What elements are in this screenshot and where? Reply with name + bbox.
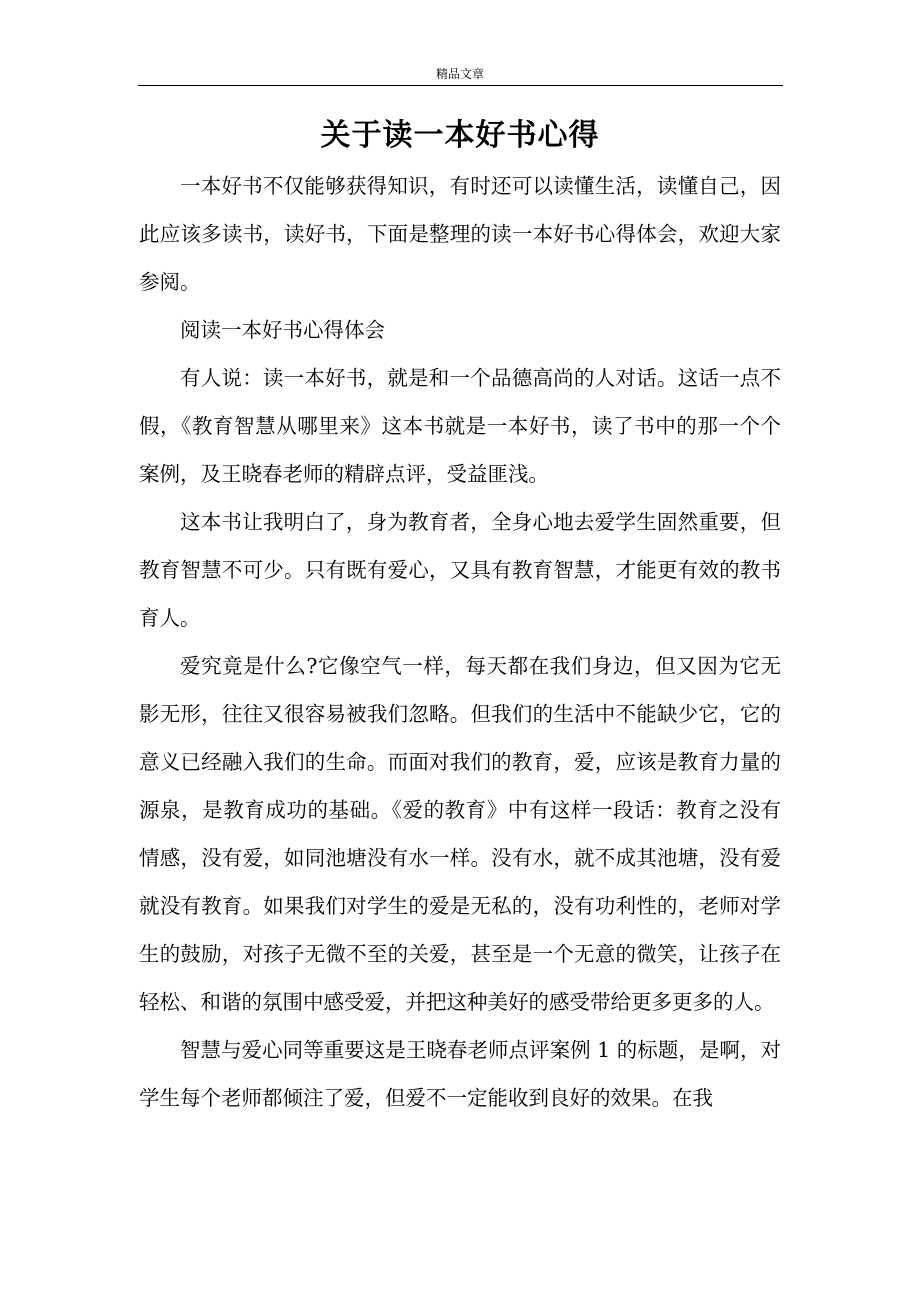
section-heading: 阅读一本好书心得体会 (180, 318, 385, 342)
document-title: 关于读一本好书心得 (320, 118, 600, 153)
header-divider (138, 85, 783, 86)
page-header: 精品文章 (435, 67, 484, 81)
document-body (139, 162, 781, 1122)
paragraph-intro: 一本好书不仅能够获得知识，有时还可以读懂生活，读懂自己，因此应该多读书，读好书，下面是整理的读一本好书心得体会，欢迎大家参阅。 (139, 174, 781, 294)
paragraph: 智慧与爱心同等重要这是王晓春老师点评案例 1 的标题，是啊，对学生每个老师都倾注了爱，但爱不一定能收到良好的效果。在我 (139, 1038, 781, 1110)
paragraph: 爱究竟是什么?它像空气一样，每天都在我们身边，但又因为它无影无形，往往又很容易被我们忽略。但我们的生活中不能缺少它，它的意义已经融入我们的生命。而面对我们的教育，爱，应该是教育力量的源泉，是教育成功的基础。《爱的教育》中有这样一段话：教育之没有情感，没有爱，如同池塘没有水一样。没有水，就不成其池塘，没有爱就没有教育。如果我们对学生的爱是无私的，没有功利性的，老师对学生的鼓励，对孩子无微不至的关爱，甚至是一个无意的微笑，让孩子在轻松、和谐的氛围中感受爱，并把这种美好的感受带给更多更多的人。 (139, 654, 781, 1014)
paragraph: 这本书让我明白了，身为教育者，全身心地去爱学生固然重要，但教育智慧不可少。只有既有爱心，又具有教育智慧，才能更有效的教书育人。 (139, 510, 781, 630)
paragraph: 有人说：读一本好书，就是和一个品德高尚的人对话。这话一点不假，《教育智慧从哪里来》这本书就是一本好书，读了书中的那一个个案例，及王晓春老师的精辟点评，受益匪浅。 (139, 366, 781, 486)
